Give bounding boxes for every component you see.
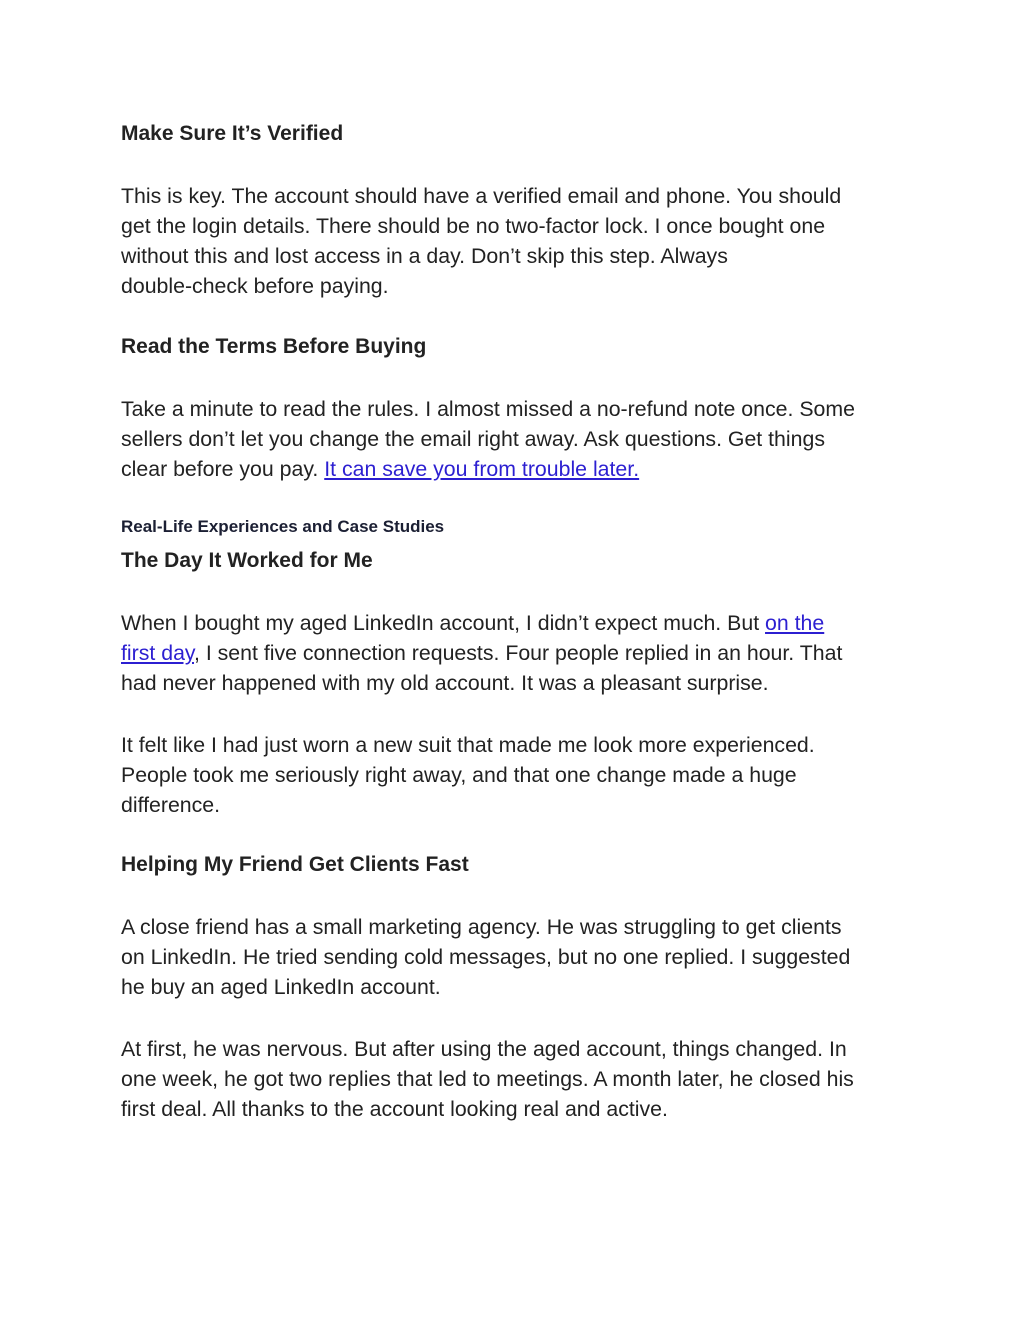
- text-segment: When I bought my aged LinkedIn account, I didn’t expect much. But: [121, 611, 766, 635]
- text-line: he buy an aged LinkedIn account.: [121, 975, 441, 999]
- text-line: sellers don’t let you change the email right away. Ask questions. Get things: [121, 427, 825, 451]
- text-line: first deal. All thanks to the account looking real and active.: [121, 1097, 668, 1121]
- text-line: double-check before paying.: [121, 274, 389, 298]
- paragraph-day-it-worked: [121, 608, 911, 698]
- paragraph-friend-results: [121, 1034, 911, 1124]
- text-line: A close friend has a small marketing agency. He was struggling to get clients: [121, 915, 842, 939]
- text-line: [121, 638, 911, 668]
- text-line: without this and lost access in a day. Don’t skip this step. Always: [121, 244, 728, 268]
- paragraph-verified: [121, 181, 911, 301]
- subheading-case-studies: Real-Life Experiences and Case Studies: [121, 517, 445, 536]
- text-line: It felt like I had just worn a new suit that made me look more experienced.: [121, 733, 815, 757]
- text-line: on LinkedIn. He tried sending cold messages, but no one replied. I suggested: [121, 945, 851, 969]
- text-line: At first, he was nervous. But after using the aged account, things changed. In: [121, 1037, 847, 1061]
- paragraph-new-suit: [121, 730, 911, 820]
- heading-helping-friend: Helping My Friend Get Clients Fast: [121, 853, 469, 876]
- text-line: get the login details. There should be no two-factor lock. I once bought one: [121, 214, 826, 238]
- paragraph-friend-agency: [121, 912, 911, 1002]
- text-line: [121, 608, 911, 638]
- text-line: This is key. The account should have a verified email and phone. You should: [121, 184, 842, 208]
- heading-make-sure-verified: Make Sure It’s Verified: [121, 122, 344, 145]
- heading-day-it-worked: The Day It Worked for Me: [121, 549, 373, 572]
- trouble-later-link[interactable]: It can save you from trouble later.: [324, 457, 640, 481]
- text-line: [121, 454, 911, 484]
- heading-read-terms: Read the Terms Before Buying: [121, 335, 427, 358]
- paragraph-read-terms: [121, 394, 911, 484]
- text-line: Take a minute to read the rules. I almost missed a no-refund note once. Some: [121, 397, 855, 421]
- text-segment: clear before you pay.: [121, 457, 325, 481]
- text-line: People took me seriously right away, and that one change made a huge: [121, 763, 797, 787]
- first-day-link[interactable]: on the: [765, 611, 825, 635]
- text-line: had never happened with my old account. It was a pleasant surprise.: [121, 671, 769, 695]
- text-segment: , I sent five connection requests. Four people replied in an hour. That: [193, 641, 843, 665]
- text-line: difference.: [121, 793, 221, 817]
- text-line: one week, he got two replies that led to meetings. A month later, he closed his: [121, 1067, 854, 1091]
- first-day-link-continued[interactable]: first day: [121, 641, 194, 665]
